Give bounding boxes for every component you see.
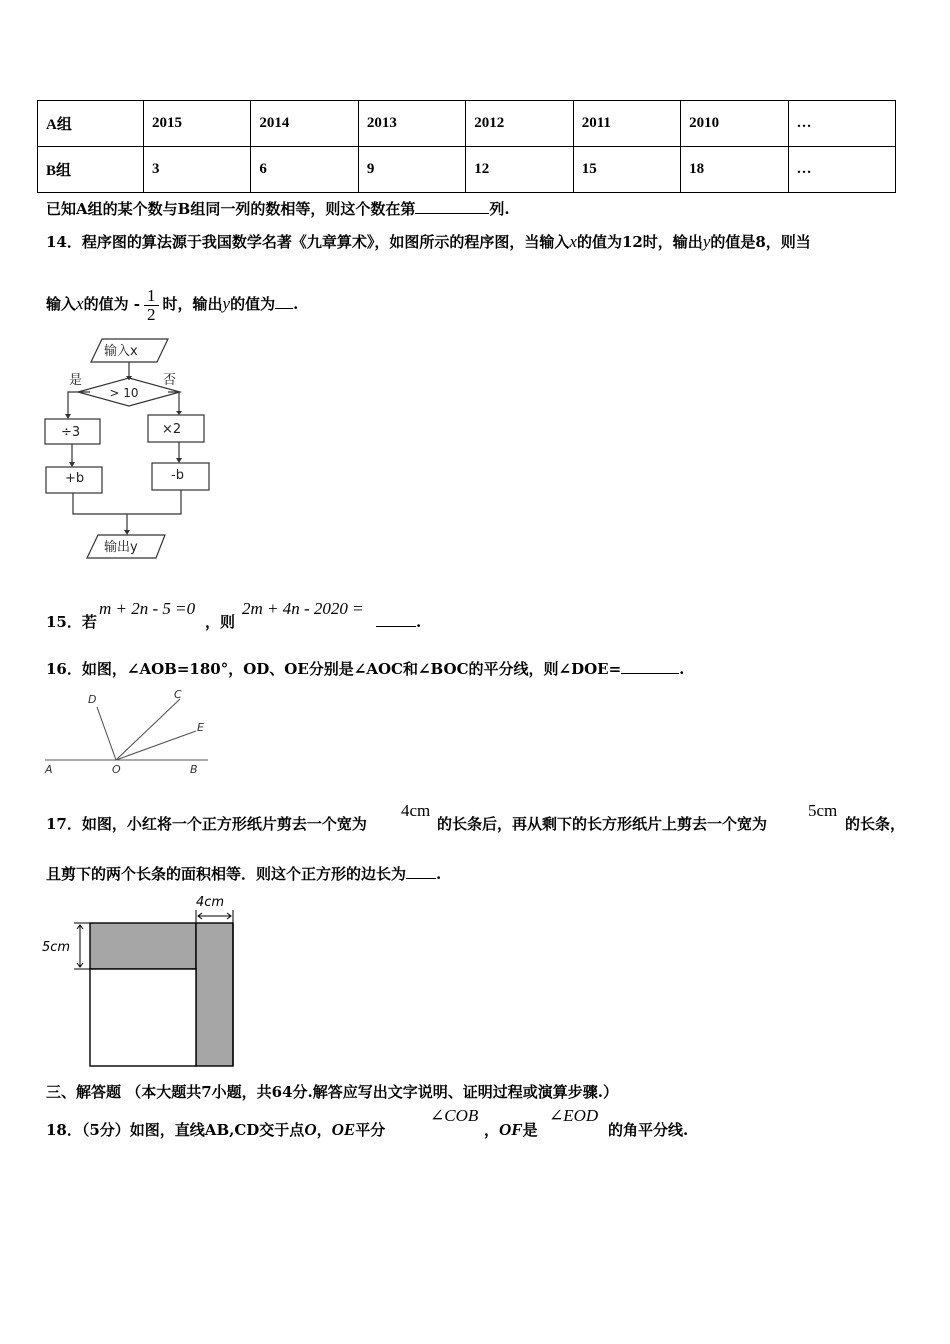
q16-text [46,659,684,679]
table-cell: … [788,101,895,147]
ray-oe-label: OE [331,1120,356,1139]
q14-text: 的值为12时，输出 [576,233,703,251]
q18-text: ， [484,1121,500,1139]
q15-equation1: m + 2n - 5 =0 [99,599,196,618]
q15-equation2: 2m + 4n - 2020 = [242,599,364,618]
q17-width1: 4cm [401,801,431,820]
var-y: y [702,232,711,251]
q18-angle-cob: ∠COB [430,1106,479,1125]
q14-text: . [293,295,299,313]
condition-label: > 10 [109,386,139,400]
label-a: A [45,763,53,776]
op-minus: -b [171,468,184,483]
square-figure [40,892,250,1074]
q18-text: ， [316,1121,332,1139]
output-label: 输出y [104,540,138,555]
var-x: x [569,232,577,251]
q15-suffix: . [416,613,422,631]
section-heading: 三、解答题 （本大题共7小题，共64分.解答应写出文字说明、证明过程或演算步骤.） [46,1083,618,1101]
table-cell: 6 [251,147,358,193]
table-cell: 15 [573,147,680,193]
angle-figure [40,686,220,776]
label-d: D [88,693,97,706]
remaining-square [90,969,196,1066]
q17-line1b: 的长条后，再从剩下的长方形纸片上剪去一个宽为 [437,815,768,833]
ray-oc [116,699,180,760]
strip-5cm [90,923,196,969]
table-cell: 2010 [681,101,788,147]
q14-text: 的值为 - [83,295,141,313]
strip-4cm [196,923,233,1066]
flowchart [40,336,240,566]
answer-blank [376,612,416,627]
input-label: 输入x [104,344,138,359]
q18-part-b [484,1120,538,1140]
row-label: A组 [38,101,144,147]
answer-blank [406,864,436,879]
table-cell: 2014 [251,101,358,147]
q18-part-c: 的角平分线. [608,1121,689,1139]
q18-angle-eod: ∠EOD [549,1106,599,1125]
op-plus: +b [65,471,85,486]
table-cell: 9 [358,147,465,193]
label-b: B [190,763,198,776]
q18-text: 是 [522,1121,538,1139]
caption-suffix: 列. [489,200,510,218]
q14-text: 输入 [46,295,77,313]
q18-part-a [46,1120,385,1140]
q14-text: 14．程序图的算法源于我国数学名著《九章算术》，如图所示的程序图，当输入 [46,233,570,251]
answer-blank [621,659,679,674]
q17-line1a: 17．如图，小红将一个正方形纸片剪去一个宽为 [46,815,367,833]
label-e: E [197,721,204,734]
q17-line1c: 的长条， [845,815,906,833]
var-x: x [76,294,84,313]
table-cell: 2012 [466,101,573,147]
fraction-denominator: 2 [147,304,156,324]
table-caption [46,199,510,219]
label-c: C [174,688,182,701]
op-divide: ÷3 [61,425,81,440]
table-cell: 2013 [358,101,465,147]
q17-width2: 5cm [808,801,838,820]
var-y: y [222,294,231,313]
q15-mid: ，则 [205,613,236,631]
q15-prefix: 15．若 [46,613,97,631]
label-4cm: 4cm [196,895,225,910]
yes-label: 是 [69,373,83,388]
table-cell: 2011 [573,101,680,147]
ray-oe [116,731,196,760]
q14-text: 的值是8，则当 [710,233,811,251]
ray-of-label: OF [499,1120,523,1139]
fraction-numerator: 1 [144,287,159,306]
caption-text: 已知A组的某个数与B组同一列的数相等，则这个数在第 [46,200,416,218]
label-o: O [112,763,121,776]
row-label: B组 [38,147,144,193]
table-row [38,101,896,147]
q18-text: 平分 [355,1121,386,1139]
q16-suffix: . [679,660,685,678]
table-cell: … [788,147,895,193]
point-o: O [304,1120,317,1139]
q14-line2 [46,284,298,324]
q18-text: 18．（5分）如图，直线AB,CD交于点 [46,1121,305,1139]
q14-line1 [46,232,811,252]
q17-suffix: . [436,865,442,883]
answer-blank [415,199,489,214]
q14-text: 时，输出 [162,295,223,313]
label-5cm: 5cm [42,940,71,955]
op-multiply: ×2 [162,422,182,437]
q15-answer [376,612,421,632]
table-cell: 3 [144,147,251,193]
ray-od [97,707,116,760]
q17-line2 [46,864,441,884]
table-cell: 18 [681,147,788,193]
table-cell: 12 [466,147,573,193]
q14-text: 的值为 [230,295,276,313]
no-label: 否 [163,373,177,388]
table-cell: 2015 [144,101,251,147]
q17-text: 且剪下的两个长条的面积相等．则这个正方形的边长为 [46,865,407,883]
fraction [144,287,159,324]
answer-blank [275,294,293,309]
table-row [38,147,896,193]
q16-question: 16．如图，∠AOB=180°，OD、OE分别是∠AOC和∠BOC的平分线，则∠DOE= [46,660,622,678]
data-table [37,100,896,193]
